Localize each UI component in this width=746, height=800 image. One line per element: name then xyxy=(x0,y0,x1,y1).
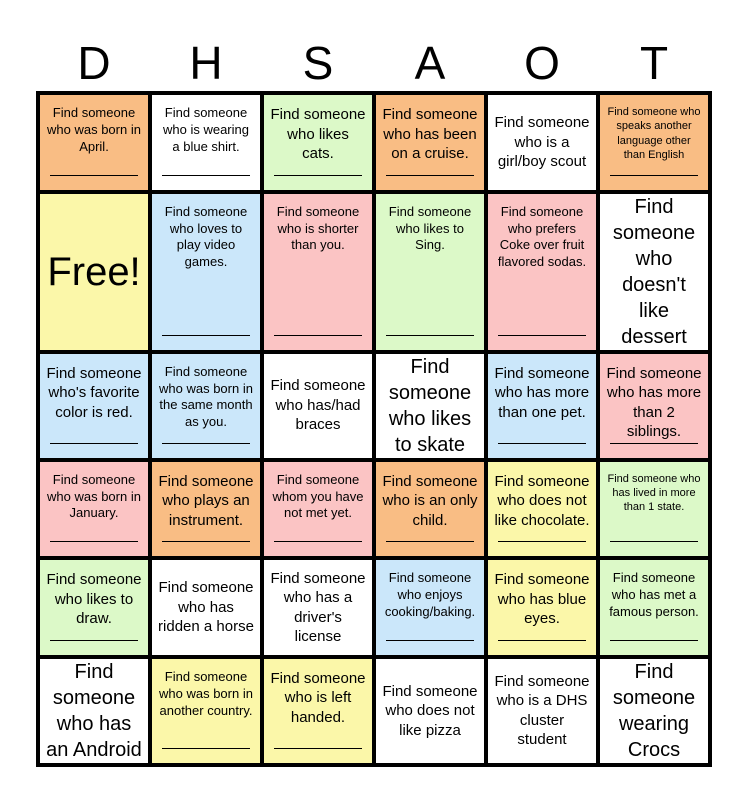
bingo-cell[interactable] xyxy=(262,657,374,765)
signature-line xyxy=(610,443,698,444)
bingo-cell[interactable] xyxy=(150,352,262,460)
signature-line xyxy=(610,541,698,542)
bingo-cell[interactable] xyxy=(150,93,262,192)
cell-text: Find someone who was born in January. xyxy=(47,471,141,521)
signature-line xyxy=(162,335,250,336)
header-letter: D xyxy=(77,37,111,89)
bingo-cell[interactable] xyxy=(486,460,598,559)
cell-text: Find someone who prefers Coke over fruit flavored sodas. xyxy=(497,203,587,270)
cell-text: Free! xyxy=(47,249,141,294)
bingo-cell[interactable] xyxy=(598,657,710,765)
cell-text: Find someone who has met a famous person. xyxy=(609,570,699,620)
signature-line xyxy=(162,443,250,444)
bingo-cell[interactable] xyxy=(38,352,150,460)
cell-text: Find someone who is wearing a blue shirt. xyxy=(163,105,249,154)
bingo-cell[interactable] xyxy=(38,558,150,657)
bingo-cell[interactable] xyxy=(486,93,598,192)
signature-line xyxy=(162,748,250,749)
cell-text: Find someone who speaks another language other than English xyxy=(607,106,701,161)
header-letter: A xyxy=(414,37,446,89)
signature-line xyxy=(498,443,586,444)
signature-line xyxy=(50,640,138,641)
bingo-cell[interactable] xyxy=(262,93,374,192)
cell-text: Find someone who was born in April. xyxy=(47,105,141,154)
signature-line xyxy=(162,175,250,176)
bingo-cell[interactable] xyxy=(150,657,262,765)
cell-text: Find someone who has more than 2 siblings. xyxy=(606,364,702,441)
cell-text: Find someone who has a driver's license xyxy=(270,569,366,646)
cell-text: Find someone who is a girl/boy scout xyxy=(494,114,590,171)
bingo-cell[interactable] xyxy=(486,352,598,460)
cell-text: Find someone who's favorite color is red. xyxy=(46,364,142,421)
cell-text: Find someone who is left handed. xyxy=(270,669,366,726)
signature-line xyxy=(274,748,362,749)
bingo-cell[interactable] xyxy=(150,558,262,657)
bingo-cell[interactable] xyxy=(150,460,262,559)
bingo-cell[interactable] xyxy=(262,558,374,657)
header-letter: S xyxy=(302,37,334,89)
bingo-cell[interactable] xyxy=(598,93,710,192)
bingo-cell[interactable] xyxy=(38,657,150,765)
signature-line xyxy=(610,640,698,641)
signature-line xyxy=(50,175,138,176)
signature-line xyxy=(498,335,586,336)
cell-text: Find someone who has been on a cruise. xyxy=(382,106,478,162)
bingo-cell[interactable] xyxy=(374,558,486,657)
cell-text: Find someone who likes cats. xyxy=(270,106,366,162)
signature-line xyxy=(386,640,474,641)
cell-text: Find someone who is an only child. xyxy=(382,472,478,529)
bingo-cell[interactable] xyxy=(374,192,486,352)
signature-line xyxy=(498,541,586,542)
cell-text: Find someone who does not like pizza xyxy=(382,682,478,739)
cell-text: Find someone who has blue eyes. xyxy=(494,571,590,628)
cell-text: Find someone whom you have not met yet. xyxy=(272,471,364,521)
bingo-cell[interactable] xyxy=(486,192,598,352)
signature-line xyxy=(50,541,138,542)
signature-line xyxy=(162,541,250,542)
signature-line xyxy=(274,175,362,176)
bingo-cell[interactable] xyxy=(374,657,486,765)
bingo-cell[interactable] xyxy=(262,192,374,352)
signature-line xyxy=(386,175,474,176)
header-letter: H xyxy=(189,37,223,89)
signature-line xyxy=(498,640,586,641)
bingo-cell[interactable] xyxy=(598,352,710,460)
bingo-cell[interactable] xyxy=(598,192,710,352)
cell-text: Find someone who loves to play video games. xyxy=(164,203,248,270)
free-space-cell[interactable] xyxy=(38,192,150,352)
bingo-grid xyxy=(36,91,712,767)
bingo-cell[interactable] xyxy=(262,460,374,559)
cell-text: Find someone who was born in the same month as you. xyxy=(159,363,253,430)
cell-text: Find someone who likes to skate xyxy=(388,355,472,456)
cell-text: Find someone who enjoys cooking/baking. xyxy=(384,570,476,620)
signature-line xyxy=(274,541,362,542)
cell-text: Find someone who does not like chocolate. xyxy=(494,472,590,529)
cell-text: Find someone who was born in another country. xyxy=(159,668,253,718)
bingo-cell[interactable] xyxy=(38,460,150,559)
signature-line xyxy=(50,443,138,444)
bingo-header xyxy=(38,35,710,91)
signature-line xyxy=(610,175,698,176)
signature-line xyxy=(386,335,474,336)
cell-text: Find someone who is shorter than you. xyxy=(276,203,360,253)
bingo-cell[interactable] xyxy=(486,657,598,765)
bingo-cell[interactable] xyxy=(374,93,486,192)
bingo-cell[interactable] xyxy=(262,352,374,460)
cell-text: Find someone who has more than one pet. xyxy=(494,364,590,421)
cell-text: Find someone who likes to Sing. xyxy=(388,203,472,253)
cell-text: Find someone who plays an instrument. xyxy=(158,472,254,529)
bingo-cell[interactable] xyxy=(598,460,710,559)
cell-text: Find someone wearing Crocs xyxy=(612,660,696,761)
bingo-cell[interactable] xyxy=(486,558,598,657)
signature-line xyxy=(274,335,362,336)
cell-text: Find someone who likes to draw. xyxy=(46,571,142,628)
cell-text: Find someone who is a DHS cluster student xyxy=(494,672,590,749)
bingo-cell[interactable] xyxy=(150,192,262,352)
header-letter: T xyxy=(639,37,669,89)
cell-text: Find someone who has lived in more than 1 state. xyxy=(607,472,701,514)
bingo-cell[interactable] xyxy=(38,93,150,192)
cell-text: Find someone who doesn't like dessert xyxy=(612,195,696,348)
bingo-cell[interactable] xyxy=(374,460,486,559)
header-letter: O xyxy=(524,37,560,89)
signature-line xyxy=(386,541,474,542)
cell-text: Find someone who has ridden a horse xyxy=(158,579,254,636)
cell-text: Find someone who has an Android xyxy=(46,660,142,761)
bingo-cell[interactable] xyxy=(598,558,710,657)
bingo-cell[interactable] xyxy=(374,352,486,460)
cell-text: Find someone who has/had braces xyxy=(270,377,366,434)
